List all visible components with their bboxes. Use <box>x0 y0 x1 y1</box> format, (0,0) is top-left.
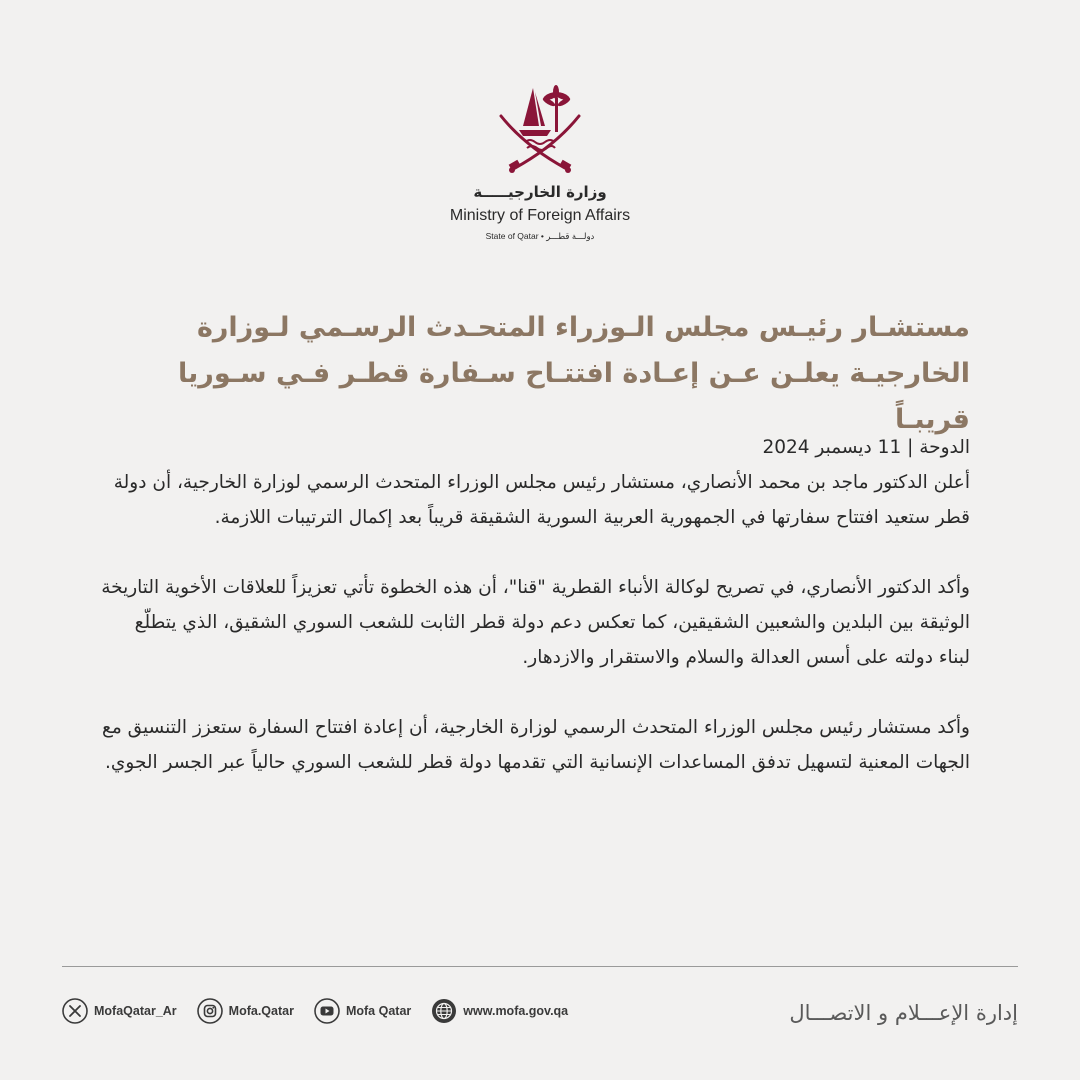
ministry-logo <box>0 84 1080 242</box>
social-website-url: www.mofa.gov.qa <box>463 1004 569 1018</box>
instagram-icon <box>197 998 223 1024</box>
press-release-body <box>100 430 970 780</box>
qatar-emblem-icon <box>495 84 585 176</box>
paragraph-1: أعلن الدكتور ماجد بن محمد الأنصاري، مستشار رئيس مجلس الوزراء المتحدث الرسمي لوزارة الخارجية، أن دولة قطر ستعيد افتتاح سفارتها في الجمهورية العربية السورية الشقيقة قريباً بعد إكمال الترتيبات اللازمة. <box>113 472 970 528</box>
social-x[interactable] <box>62 998 177 1024</box>
headline-line-1: مستشـار رئيـس مجلس الـوزراء المتحـدث الرسـمي لـوزارة <box>196 312 970 343</box>
dateline: الدوحة | 11 ديسمبر 2024 <box>762 437 970 458</box>
social-x-handle: MofaQatar_Ar <box>94 1004 177 1018</box>
paragraph-3: وأكد مستشار رئيس مجلس الوزراء المتحدث الرسمي لوزارة الخارجية، أن إعادة افتتاح السفارة ستعزز التنسيق مع الجهات المعنية لتسهيل تدفق المساعدات الإنسانية التي تقدمها دولة قطر للشعب السوري حالياً عبر الجسر الجوي. <box>101 717 970 773</box>
ministry-name-arabic: وزارة الخارجيـــــة <box>473 183 607 201</box>
social-youtube[interactable] <box>314 998 411 1024</box>
ministry-name-english: Ministry of Foreign Affairs <box>449 207 631 224</box>
state-of-qatar-label: State of Qatar • دولـــة قطـــر <box>485 231 595 241</box>
paragraph-2: وأكد الدكتور الأنصاري، في تصريح لوكالة الأنباء القطرية "قنا"، أن هذه الخطوة تأتي تعزيزاً للعلاقات الأخوية التاريخة الوثيقة بين البلدين والشعبين الشقيقين، كما تعكس دعم دولة قطر الثابت للشعب السوري الشقيق، الذي يتطلّع لبناء دولته على أسس العدالة والسلام والاستقرار والازدهار. <box>101 577 970 668</box>
department-name: إدارة الإعـــلام و الاتصـــال <box>789 1001 1018 1025</box>
footer <box>62 996 1018 1030</box>
footer-divider <box>62 966 1018 967</box>
globe-icon <box>431 998 457 1024</box>
social-links <box>62 998 568 1024</box>
headline-line-2: الخارجيـة يعلـن عـن إعـادة افتتـاح سـفارة قطـر فـي سـوريا قريبـاً <box>178 358 970 435</box>
social-instagram[interactable] <box>197 998 294 1024</box>
social-youtube-handle: Mofa Qatar <box>345 1004 412 1018</box>
x-icon <box>62 998 88 1024</box>
press-release-headline <box>110 305 970 443</box>
social-instagram-handle: Mofa.Qatar <box>228 1004 294 1018</box>
youtube-icon <box>314 998 340 1024</box>
social-website[interactable] <box>431 998 568 1024</box>
